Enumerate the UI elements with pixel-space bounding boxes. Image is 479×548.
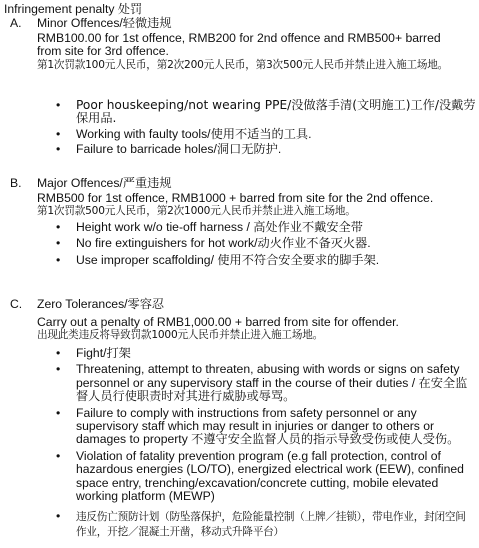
list-item: • Use improper scaffolding/ 使用不符合安全要求的脚手架. <box>56 252 380 267</box>
section-b-title: Major Offences/严重违规 <box>37 176 172 190</box>
bullet-icon: • <box>56 405 61 420</box>
bullet-icon: • <box>56 509 61 524</box>
section-c-penalty-en: Carry out a penalty of RMB1,000.00 + barred from site for offender. <box>37 315 399 329</box>
section-c-body <box>37 316 477 343</box>
section-b-letter: B. <box>10 176 22 190</box>
section-b-heading <box>10 177 172 190</box>
bullet-icon: • <box>56 142 61 157</box>
section-b-body <box>37 192 477 219</box>
section-c-list <box>56 347 476 539</box>
bullet-icon: • <box>56 346 61 360</box>
section-a-body <box>37 32 477 72</box>
section-b-penalty-zh: 第1次罚款500元人民币，第2次1000元人民币并禁止进入施工场地。 <box>37 205 356 218</box>
list-item: • Working with faulty tools/使用不适当的工具. <box>56 126 312 141</box>
section-c-heading <box>10 298 164 311</box>
section-a-heading <box>10 17 172 30</box>
list-item: • 违反伤亡预防计划（防坠落保护，危险能量控制（上牌／挂锁），带电作业，封闭空间作业，开挖／混凝土开凿，移动式升降平台） <box>56 509 466 538</box>
list-item: • Failure to comply with instructions from safety personnel or any supervisory staff which may result in injuries or danger to others or damages to property 不遵守安全监督人员的指示导致受伤或使人受伤。 <box>56 405 460 447</box>
page-title: Infringement penalty 处罚 <box>4 2 143 16</box>
section-a-penalty-en: RMB100.00 for 1st offence, RMB200 for 2nd offence and RMB500+ barred from site for 3rd offence. <box>37 31 441 59</box>
bullet-icon: • <box>56 236 61 251</box>
section-a-title: Minor Offences/轻微违规 <box>37 16 172 30</box>
bullet-icon: • <box>56 98 61 112</box>
section-c-penalty-zh: 出现此类违反将导致罚款1000元人民币并禁止进入施工场地。 <box>37 329 324 342</box>
section-c-title: Zero Tolerances/零容忍 <box>37 297 165 311</box>
bullet-icon: • <box>56 252 61 267</box>
list-item: • Threatening, attempt to threaten, abusing with words or signs on safety personnel or any supervisory staff in the course of their duties / 在安全监督人员行使职责时对其进行威胁或辱骂。 <box>56 362 468 404</box>
bullet-icon: • <box>56 448 61 463</box>
section-a-letter: A. <box>10 16 22 30</box>
bullet-icon: • <box>56 126 61 141</box>
section-a-list <box>56 99 476 157</box>
section-a-penalty-zh: 第1次罚款100元人民币，第2次200元人民币，第3次500元人民币并禁止进入施工场地。 <box>37 58 449 71</box>
bullet-icon: • <box>56 362 61 377</box>
section-c-letter: C. <box>10 297 23 311</box>
bullet-icon: • <box>56 220 61 234</box>
list-item: • Poor houskeeping/not wearing PPE/没做落手清(文明施工)工作/没戴劳保用品. <box>56 98 476 126</box>
list-item: • No fire extinguishers for hot work/动火作业不备灭火器. <box>56 236 371 251</box>
list-item: • Height work w/o tie-off harness / 高处作业不戴安全带 <box>56 220 363 234</box>
section-b-list <box>56 221 476 267</box>
list-item: • Fight/打架 <box>56 346 131 360</box>
list-item: • Failure to barricade holes/洞口无防护. <box>56 142 282 157</box>
section-b-penalty-en: RMB500 for 1st offence, RMB1000 + barred from site for the 2nd offence. <box>37 191 434 205</box>
list-item: • Violation of fatality prevention program (e.g fall protection, control of hazardous energies (LO/TO), energized electrical work (EEW), confined space entry, trenching/excavation/concrete cutting, mobile elevated working platform (MEWP) <box>56 448 464 504</box>
